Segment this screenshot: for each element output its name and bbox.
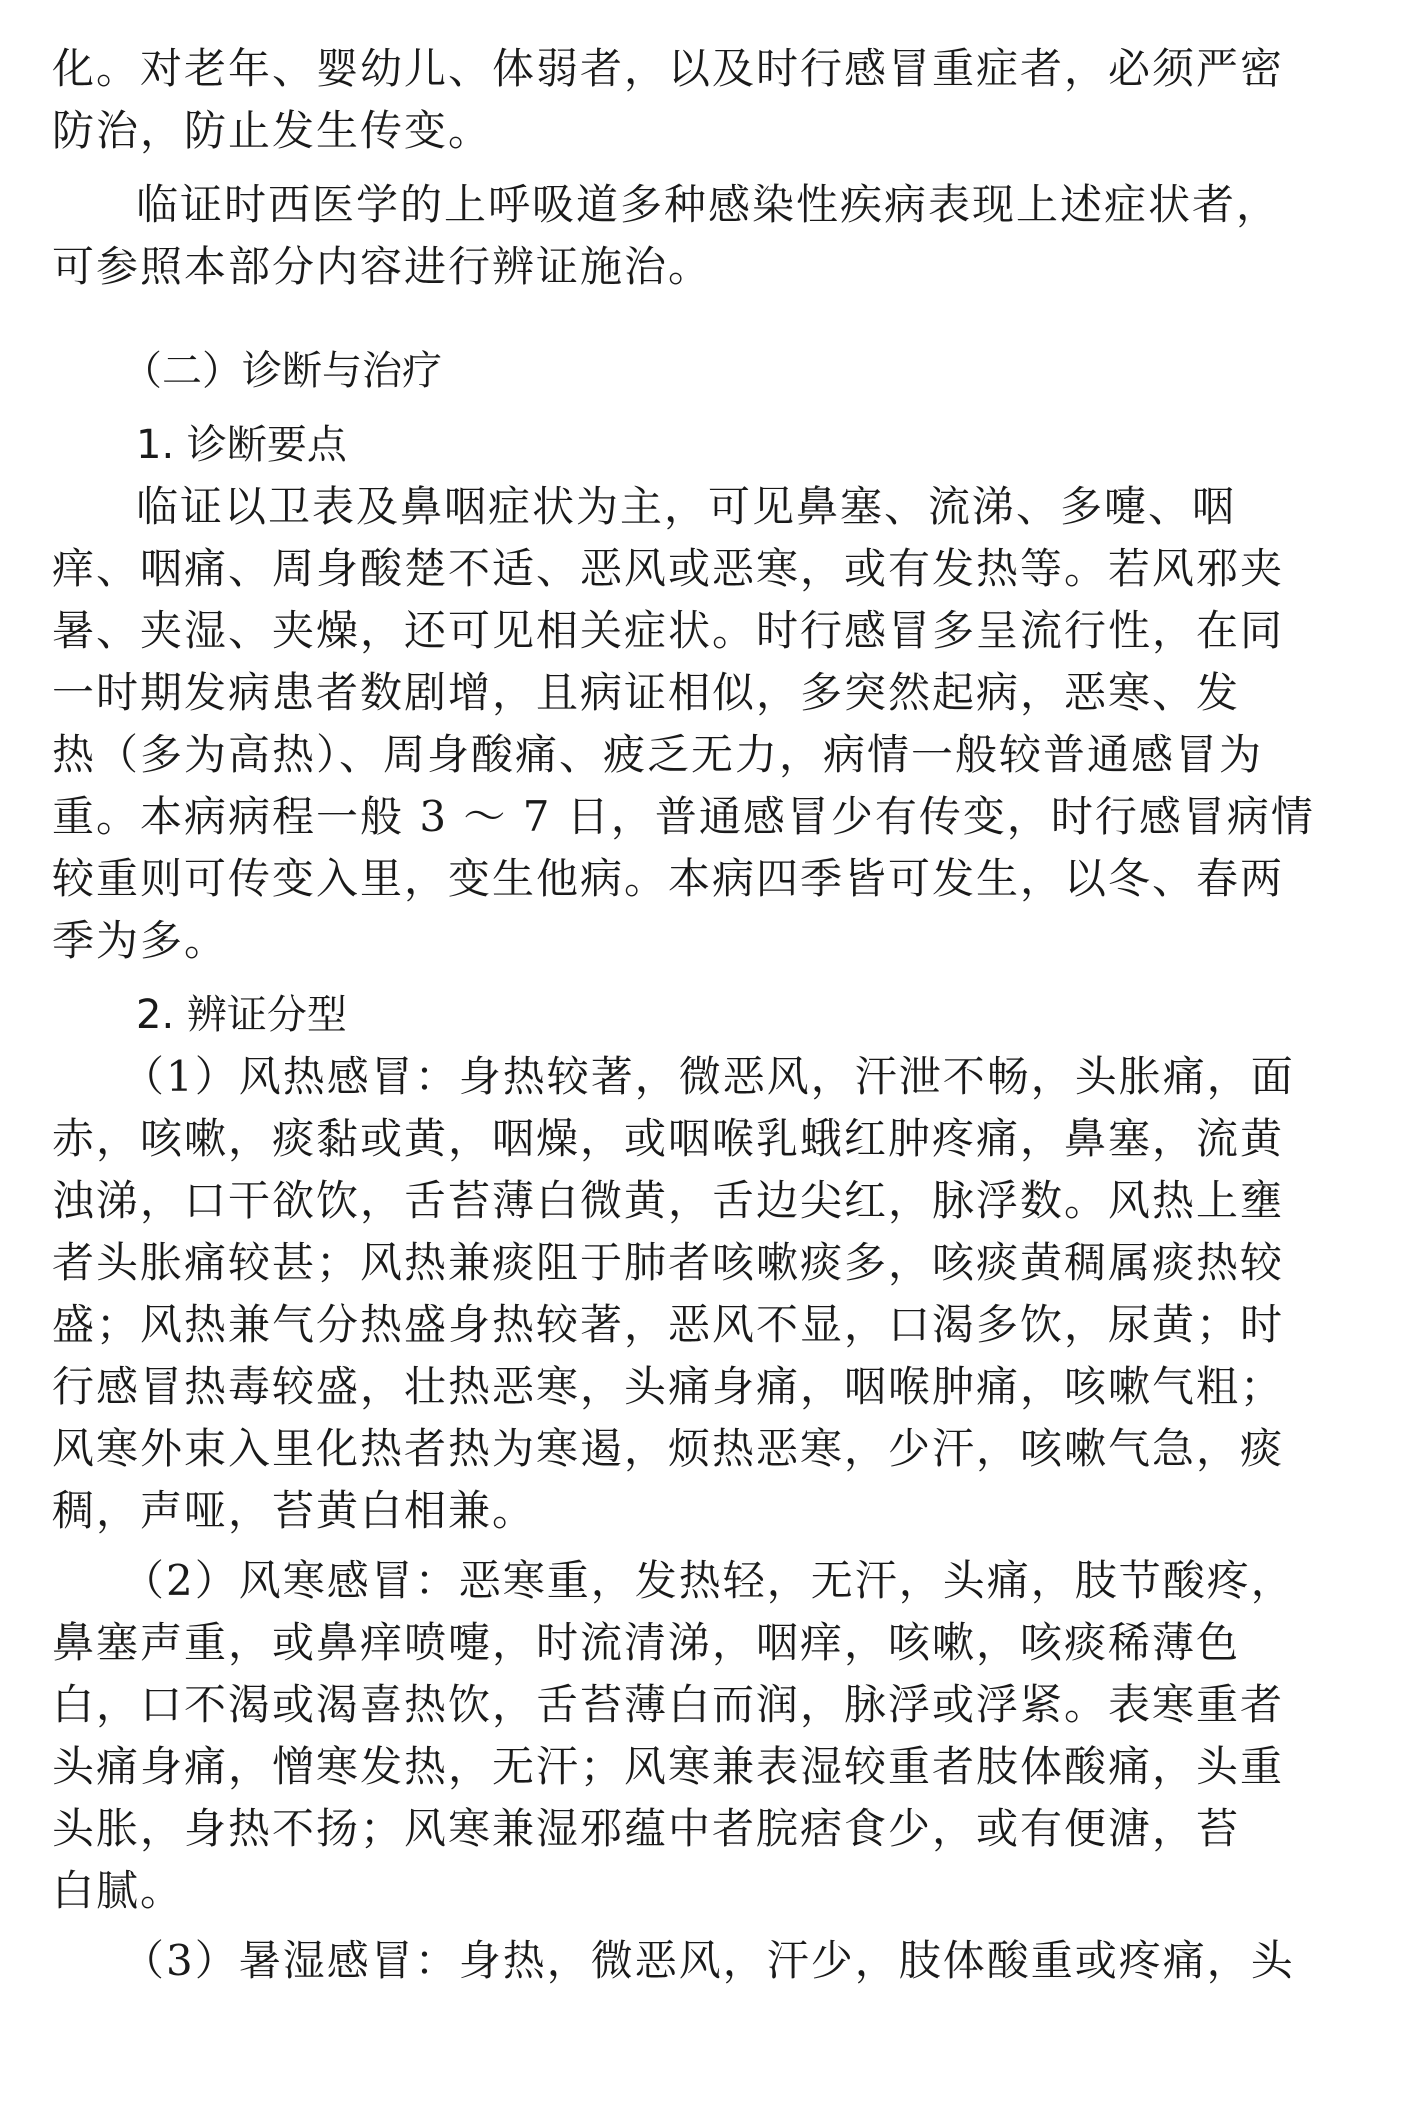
text-line: （1）风热感冒：身热较著，微恶风，汗泄不畅，头胀痛，面	[122, 1052, 1295, 1101]
diagnosis-heading: 1. 诊断要点	[136, 422, 347, 468]
text-line: 风寒外束入里化热者热为寒遏，烦热恶寒，少汗，咳嗽气急，痰	[52, 1424, 1285, 1473]
text-line: 较重则可传变入里，变生他病。本病四季皆可发生，以冬、春两	[52, 854, 1285, 903]
text-line: （3）暑湿感冒：身热，微恶风，汗少，肢体酸重或疼痛，头	[122, 1936, 1295, 1985]
text-line: 可参照本部分内容进行辨证施治。	[52, 242, 713, 291]
text-line: 临证时西医学的上呼吸道多种感染性疾病表现上述症状者，	[136, 180, 1281, 229]
text-line: 白腻。	[52, 1866, 185, 1915]
text-line: （2）风寒感冒：恶寒重，发热轻，无汗，头痛，肢节酸疼，	[122, 1556, 1295, 1605]
text-line: 一时期发病患者数剧增，且病证相似，多突然起病，恶寒、发	[52, 668, 1241, 717]
text-line: 重。本病病程一般 3 ～ 7 日，普通感冒少有传变，时行感冒病情	[52, 792, 1315, 841]
text-line: 稠，声哑，苔黄白相兼。	[52, 1486, 537, 1535]
document-page	[52, 38, 1315, 1992]
text-line: 赤，咳嗽，痰黏或黄，咽燥，或咽喉乳蛾红肿疼痛，鼻塞，流黄	[52, 1114, 1285, 1163]
text-line: 行感冒热毒较盛，壮热恶寒，头痛身痛，咽喉肿痛，咳嗽气粗；	[52, 1362, 1285, 1411]
text-line: 鼻塞声重，或鼻痒喷嚏，时流清涕，咽痒，咳嗽，咳痰稀薄色	[52, 1618, 1241, 1667]
text-line: 浊涕，口干欲饮，舌苔薄白微黄，舌边尖红，脉浮数。风热上壅	[52, 1176, 1285, 1225]
text-line: 临证以卫表及鼻咽症状为主，可见鼻塞、流涕、多嚏、咽	[136, 482, 1237, 531]
intro-block	[52, 38, 1285, 298]
text-line: 盛；风热兼气分热盛身热较著，恶风不显，口渴多饮，尿黄；时	[52, 1300, 1285, 1349]
text-line: 白，口不渴或渴喜热饮，舌苔薄白而润，脉浮或浮紧。表寒重者	[52, 1680, 1285, 1729]
text-line: 暑、夹湿、夹燥，还可见相关症状。时行感冒多呈流行性，在同	[52, 606, 1285, 655]
text-line: 化。对老年、婴幼儿、体弱者，以及时行感冒重症者，必须严密	[52, 44, 1285, 93]
text-line: 者头胀痛较甚；风热兼痰阻于肺者咳嗽痰多，咳痰黄稠属痰热较	[52, 1238, 1285, 1287]
diagnosis-block	[52, 476, 1315, 972]
text-line: 头胀，身热不扬；风寒兼湿邪蕴中者脘痞食少，或有便溏，苔	[52, 1804, 1241, 1853]
text-line: 防治，防止发生传变。	[52, 106, 493, 155]
text-line: 季为多。	[52, 916, 229, 965]
type1-block	[52, 1046, 1295, 1542]
differentiation-heading: 2. 辨证分型	[136, 992, 347, 1038]
type3-block	[52, 1930, 1295, 1992]
text-line: 热（多为高热）、周身酸痛、疲乏无力，病情一般较普通感冒为	[52, 730, 1264, 779]
text-line: 痒、咽痛、周身酸楚不适、恶风或恶寒，或有发热等。若风邪夹	[52, 544, 1285, 593]
text-line: 头痛身痛，憎寒发热，无汗；风寒兼表湿较重者肢体酸痛，头重	[52, 1742, 1285, 1791]
section-title: （二）诊断与治疗	[122, 348, 442, 394]
type2-block	[52, 1550, 1295, 1922]
